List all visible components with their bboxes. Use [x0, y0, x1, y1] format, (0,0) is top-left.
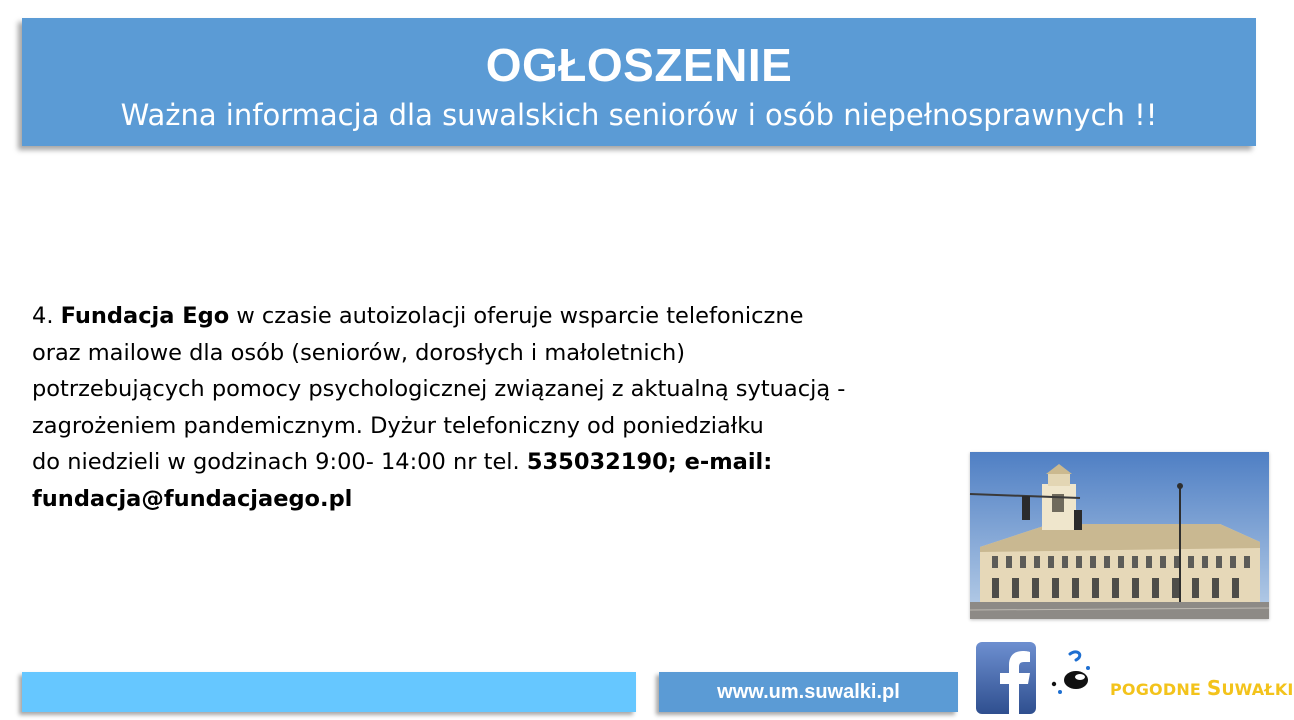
announcement-line-4: zagrożeniem pandemicznym. Dyżur telefoniczny od poniedziałku: [32, 412, 764, 439]
line-5-text: do niedzieli w godzinach 9:00- 14:00 nr tel.: [32, 449, 527, 475]
item-number: 4.: [32, 303, 61, 329]
website-url[interactable]: www.um.suwalki.pl: [717, 681, 900, 703]
announcement-line-2: oraz mailowe dla osób (seniorów, dorosłych i małoletnich): [32, 339, 686, 366]
facebook-icon[interactable]: [976, 642, 1036, 714]
announcement-line-3: potrzebujących pomocy psychologicznej związanej z aktualną sytuacją -: [32, 376, 846, 402]
line-1-text: w czasie autoizolacji oferuje wsparcie telefoniczne: [229, 303, 804, 329]
town-hall-illustration: [970, 452, 1269, 619]
announcement-line-1: [32, 298, 962, 335]
brand-word-1: POGODNE: [1110, 680, 1207, 699]
brand-swirl-glyph: [1048, 646, 1098, 702]
announcement-body: [32, 298, 962, 517]
announcement-line-6: [32, 481, 962, 518]
facebook-f-glyph: [976, 642, 1036, 714]
phone-number: 535032190; e-mail:: [526, 449, 773, 475]
brand-word-2-rest: UWAŁKI: [1221, 680, 1294, 699]
brand-name: [1110, 676, 1294, 700]
email-address: fundacja@fundacjaego.pl: [32, 485, 353, 512]
town-hall-photo: [970, 452, 1269, 619]
footer-url-bar: [659, 672, 958, 712]
announcement-line-5: [32, 444, 962, 481]
announcement-header: [22, 18, 1256, 146]
header-title: OGŁOSZENIE: [485, 39, 793, 91]
brand-word-2-initial: S: [1206, 676, 1222, 700]
header-subtitle: Ważna informacja dla suwalskich seniorów i osób niepełnosprawnych !!: [120, 98, 1158, 132]
footer-bar-left: [22, 672, 636, 712]
foundation-name: Fundacja Ego: [60, 303, 230, 329]
pogodne-suwalki-logo-icon: [1048, 646, 1098, 702]
